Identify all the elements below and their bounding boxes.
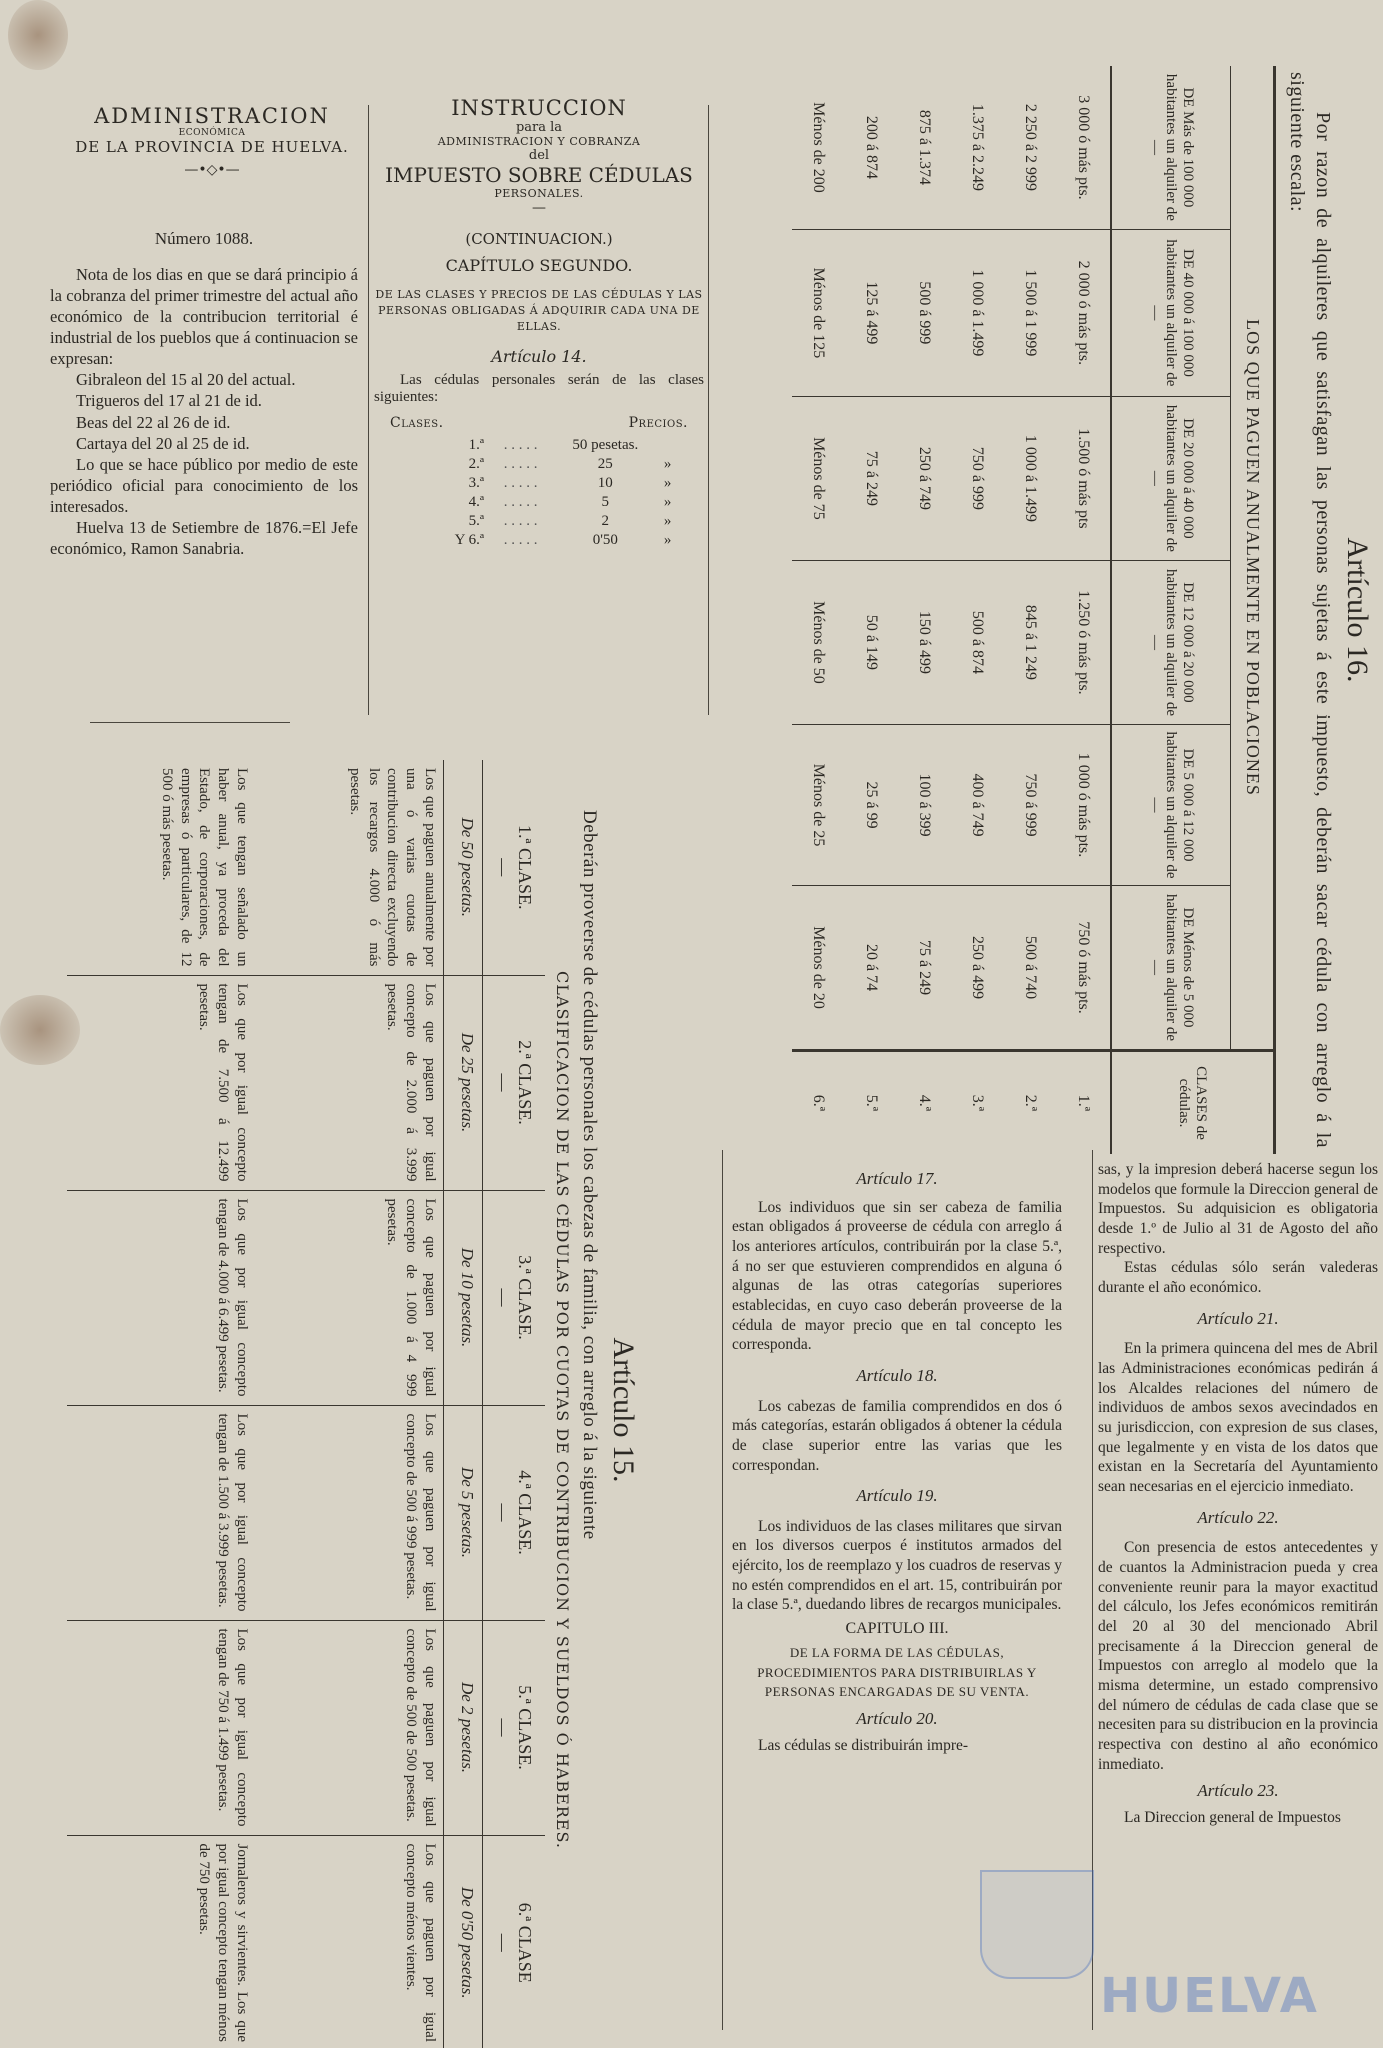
col-clases: Clases. [390, 414, 444, 431]
group-header: LOS QUE PAGUEN ANUALMENTE EN POBLACIONES [1231, 66, 1274, 1051]
instruccion-personales: PERSONALES. [494, 187, 584, 200]
clase-cell: 5.ª [845, 1051, 898, 1155]
art16-section [740, 60, 1380, 1160]
header-clases: CLASES de cédulas. [1111, 1051, 1273, 1155]
rent-cell: Ménos de 20 [792, 886, 845, 1051]
rent-cell: 2 250 á 2 999 [1022, 103, 1040, 191]
clase-price: De 50 pesetas. [444, 760, 483, 975]
price-value: 25 [597, 455, 613, 472]
rent-cell: 500 á 874 [951, 560, 1004, 724]
price-mark: » [663, 512, 672, 529]
price-clase: 1.ª [468, 436, 484, 453]
clase-cell: 4.ª [898, 1051, 951, 1155]
art18-text: Los cabezas de familia comprendidos en dos ó más categorías, estarán obligados á obtener la cédula de clase superior entre las varias que les correspondan. [732, 1397, 1062, 1474]
rent-cell: 3 000 ó más pts. [1075, 95, 1093, 200]
instruccion-continuacion: (CONTINUACION.) [465, 230, 613, 248]
art22-text: Con presencia de estos antecedentes y de cuantos la Administracion pueda y crea conveniente reunir para la mayor exactitud del cálculo, los Jefes económicos remitirán del 20 al 30 del mencionado Abril precisamente á la Direccion general de Impuestos con arreglo al modelo que la misma determine, un estado comprensivo del número de cédulas de cada clase que se necesiten para su distribucion en la provincia respectiva con destino al año económico inmediato. [1098, 1539, 1378, 1773]
clase-price: De 5 pesetas. [444, 1405, 483, 1620]
price-dots: . . . . . [503, 493, 538, 510]
notice-number: Número 1088. [154, 229, 254, 248]
town-item: Trigueros del 17 al 21 de id. [76, 391, 262, 411]
library-seal [980, 1870, 1094, 1979]
classification-cell: Los que paguen por igual concepto de 500 de 500 pesetas. [255, 1620, 444, 1835]
classification-cell: Los que paguen por igual concepto de 500 á 999 pesetas. [255, 1405, 444, 1620]
art15-title: Artículo 15. [607, 1337, 640, 1483]
classification-cell: Jornaleros y sirvientes. Los que por igual concepto tengan ménos de 750 pesetas. [67, 1835, 255, 2048]
rent-cell: Ménos de 200 [810, 102, 828, 193]
table-row [845, 66, 898, 1154]
price-row [404, 512, 674, 531]
classification-cell: Los que tengan señalado un haber anual, ya proceda del Estado, de corporaciones, de empresas ó particulares, de 12 500 ó más pesetas. [159, 768, 250, 967]
rent-cell: 2 000 ó más pts. [1057, 229, 1111, 396]
rent-cell: 250 á 749 [898, 396, 951, 560]
right-column-1 [732, 1168, 1062, 1755]
notice-text: Lo que se hace público por medio de este periódico oficial para conocimiento de los interesados. [50, 454, 358, 516]
cap3-title: DE LA FORMA DE LAS CÉDULAS, PROCEDIMIENTOS PARA DISTRIBUIRLAS Y PERSONAS ENCARGADAS DE SU VENTA. [757, 1645, 1037, 1700]
clases-title: DE LAS CLASES Y PRECIOS DE LAS CÉDULAS Y LAS PERSONAS OBLIGADAS Á ADQUIRIR CADA UNA DE ELLAS. [375, 288, 703, 333]
classification-cell: Los que paguen anualmente por una ó varias cuotas de contribucion directa excluyendo los recargos 4.000 ó más pesetas. [347, 768, 438, 967]
clase-header: 1.ª CLASE. — [483, 760, 546, 975]
instruccion-del: del [528, 148, 550, 163]
paper-stain [8, 0, 68, 70]
clase-price: De 10 pesetas. [444, 1190, 483, 1405]
rent-cell: 1 500 á 1 999 [1004, 229, 1057, 396]
price-row [404, 493, 674, 512]
price-clase: 5.ª [468, 512, 484, 529]
table-row [67, 760, 255, 2048]
art17-text: Los individuos que sin ser cabeza de familia estan obligados á proveerse de cédula con arreglo á los anteriores artículos, contribuirán por la clase 5.ª, á no ser que estuvieren comprendidos en alguna ó algunas de las otras categorías superiores establecidas, en cuyo caso deberán proveerse de la cédula de mayor precio que en tal concepto les corresponda. [732, 1198, 1062, 1354]
rent-cell: Ménos de 75 [792, 396, 845, 560]
clase-header: 2.ª CLASE. — [483, 975, 546, 1190]
rent-cell: 200 á 874 [863, 115, 881, 179]
rent-cell: 50 á 149 [845, 560, 898, 724]
rent-cell: 750 á 999 [1004, 724, 1057, 885]
price-value: 5 [601, 493, 610, 510]
clase-cell: 2.ª [1004, 1051, 1057, 1155]
column-header: DE 20 000 á 40 000 habitantes un alquiler de — [1111, 396, 1231, 560]
column-header: DE 12 000 á 20 000 habitantes un alquiler de — [1111, 560, 1231, 724]
admin-header [62, 104, 362, 178]
prices-table [389, 414, 689, 432]
classification-cell: Los que por igual concepto tengan de 1.500 á 3.999 pesetas. [67, 1405, 255, 1620]
classification-cell: Los que por igual concepto tengan de 7.500 á 12.499 pesetas. [67, 975, 255, 1190]
rent-cell: 750 ó más pts. [1057, 886, 1111, 1051]
rent-cell: 75 á 249 [898, 886, 951, 1051]
col-precios: Precios. [628, 414, 688, 431]
instruccion-title: INSTRUCCION [451, 96, 627, 120]
clase-price: De 25 pesetas. [444, 975, 483, 1190]
art19-text: Los individuos de las clases militares que sirvan en los diversos cuerpos é institutos armados del ejército, los de reemplazo y los cuadros de reservas y no estén comprendidos en el art. 15, contribuirán por la clase 5.ª, duedando libres de recargos municipales. [732, 1517, 1062, 1614]
price-dots: . . . . . [503, 512, 538, 529]
clase-cell: 3.ª [951, 1051, 1004, 1155]
price-value: 0'50 [592, 531, 618, 548]
town-item: Cartaya del 20 al 25 de id. [76, 433, 250, 453]
art21-text: En la primera quincena del mes de Abril las Administraciones económicas pedirán á los Alcaldes relaciones del número de individuos de ambos sexos avecindados en su jurisdiccion, con expresion de sus clases, que legalmente y en vista de los datos que existan en la Secretaría del Ayuntamiento sean necesarias en el ejercicio inmediato. [1098, 1340, 1378, 1495]
rent-cell: 750 á 999 [951, 396, 1004, 560]
rent-cell: 125 á 499 [845, 229, 898, 396]
column-header: DE Ménos de 5 000 habitantes un alquiler de — [1111, 886, 1231, 1051]
instruccion-impuesto: IMPUESTO SOBRE CÉDULAS [385, 163, 693, 187]
art16-title: Artículo 16. [1341, 537, 1374, 683]
instruccion-dash: — [532, 200, 546, 216]
classification-cell: Los que por igual concepto tengan de 750 á 1.499 pesetas. [67, 1620, 255, 1835]
admin-province: DE LA PROVINCIA DE HUELVA. [75, 138, 349, 156]
price-mark [661, 436, 674, 455]
column-header: DE 40 000 á 100 000 habitantes un alquiler de — [1111, 229, 1231, 396]
clase-header: 5.ª CLASE. — [483, 1620, 546, 1835]
price-mark: » [663, 455, 672, 472]
rent-cell: 25 á 99 [845, 724, 898, 885]
rent-cell: 20 á 74 [845, 886, 898, 1051]
clase-cell: 1.ª [1057, 1051, 1111, 1155]
rent-cell: 400 á 749 [951, 724, 1004, 885]
art16-rotated [740, 60, 1380, 1160]
price-row [404, 455, 674, 474]
art14-text: Las cédulas personales serán de las clases siguientes: [374, 371, 704, 405]
art14-title: Artículo 14. [491, 346, 587, 366]
rent-cell: 875 á 1.374 [916, 109, 934, 185]
art21-title: Artículo 21. [1197, 1308, 1279, 1328]
instruccion-admin: ADMINISTRACION Y COBRANZA [437, 135, 641, 148]
price-row [404, 531, 674, 550]
table-row [255, 760, 444, 2048]
column-header: DE Más de 100 000 habitantes un alquiler de — [1111, 66, 1231, 229]
price-clase: 4.ª [468, 493, 484, 510]
art15-subtitle: CLASIFICACION DE LAS CÉDULAS POR CUOTAS DE CONTRIBUCION Y SUELDOS Ó HABERES. [553, 971, 572, 1849]
instruccion-capitulo: CAPÍTULO SEGUNDO. [445, 256, 633, 275]
clase-price: De 2 pesetas. [444, 1620, 483, 1835]
instruccion-header [374, 96, 704, 550]
clase-cell: 6.ª [792, 1051, 845, 1155]
art23-text: La Direccion general de Impuestos [1124, 1808, 1341, 1826]
clase-header: 4.ª CLASE. — [483, 1405, 546, 1620]
notice-signature: Huelva 13 de Setiembre de 1876.=El Jefe económico, Ramon Sanabria. [50, 518, 358, 559]
price-mark: » [663, 493, 672, 510]
art22-title: Artículo 22. [1197, 1507, 1279, 1527]
clase-header: 6.ª CLASE — [483, 1835, 546, 2048]
price-clase: 2.ª [468, 455, 484, 472]
classification-cell: Los que paguen por igual concepto de 1.000 á 4 999 pesetas. [255, 1190, 444, 1405]
price-row [404, 436, 674, 455]
price-clase: 3.ª [468, 474, 484, 491]
right-column-2 [1098, 1160, 1378, 1828]
admin-notice [50, 228, 358, 559]
rent-cell: 845 á 1 249 [1004, 560, 1057, 724]
art20-text: Las cédulas se distribuirán impre- [758, 1736, 969, 1754]
section-rule [90, 722, 290, 723]
rent-cell: 1 000 á 1.499 [1004, 396, 1057, 560]
art15-section [70, 760, 640, 2048]
admin-title: ADMINISTRACION [94, 104, 330, 128]
table-row [792, 66, 845, 1154]
classification-cell: Los que paguen por igual concepto ménos vientes. [255, 1835, 444, 2048]
classification-cell: Los que paguen por igual concepto de 2.000 á 3.999 pesetas. [255, 975, 444, 1190]
price-dots: . . . . . [503, 436, 538, 453]
instruccion-para: para la [515, 120, 563, 135]
column-rule [368, 105, 369, 715]
table-row [898, 66, 951, 1154]
price-dots: . . . . . [503, 531, 538, 548]
rent-cell: 500 á 740 [1004, 886, 1057, 1051]
price-mark: » [663, 531, 672, 548]
art23-title: Artículo 23. [1197, 1781, 1279, 1801]
price-value: 50 pesetas. [572, 436, 639, 453]
rent-cell: 1 000 ó más pts. [1057, 724, 1111, 885]
column-header: DE 5 000 á 12 000 habitantes un alquiler de — [1111, 724, 1231, 885]
rent-cell: 150 á 499 [898, 560, 951, 724]
price-mark: » [663, 474, 672, 491]
price-value: 10 [597, 474, 613, 491]
rent-cell: Ménos de 50 [792, 560, 845, 724]
price-dots: . . . . . [503, 474, 538, 491]
rent-cell: 500 á 999 [898, 229, 951, 396]
town-item: Beas del 22 al 26 de id. [76, 412, 231, 432]
art19-title: Artículo 19. [856, 1486, 938, 1506]
rent-cell: 100 á 399 [898, 724, 951, 885]
cap3: CAPITULO III. [845, 1620, 949, 1638]
art16-intro: Por razon de alquileres que satisfagan las personas sujetas á este impuesto, deberán sacar cédula con arreglo á la siguiente escala: [1286, 72, 1334, 1148]
rent-cell: 1.500 ó más pts [1057, 396, 1111, 560]
admin-subtitle: ECONÓMICA [178, 128, 246, 138]
town-item: Gibraleon del 15 al 20 del actual. [76, 370, 296, 390]
price-value: 2 [601, 512, 610, 529]
art15-intro: Deberán proveerse de cédulas personales los cabezas de familia, con arreglo á la siguiente [579, 810, 600, 1540]
rent-cell: Ménos de 125 [792, 229, 845, 396]
notice-body: Nota de los dias en que se dará principio á la cobranza del primer trimestre del actual año económico de la contribucion territorial é industrial de los pueblos que á continuacion se expresan: [50, 264, 358, 369]
column-rule [708, 105, 709, 715]
column-rule [722, 1150, 723, 2030]
clase-header: 3.ª CLASE. — [483, 1190, 546, 1405]
clase-price: De 0'50 pesetas. [444, 1835, 483, 2048]
art18-title: Artículo 18. [856, 1365, 938, 1385]
table-row [951, 66, 1004, 1154]
art20-continued: sas, y la impresion deberá hacerse segun los modelos que formule la Direccion general de Impuestos. Su adquisicion es obligatoria desde 1.º de Julio al 31 de Agosto del año respectivo. [1098, 1161, 1378, 1257]
table-row [1004, 66, 1057, 1154]
ornament: —•◇•— [184, 162, 240, 178]
art20-b: Estas cédulas sólo serán valederas durante el año económico. [1098, 1259, 1378, 1297]
rent-cell: 1 000 á 1.499 [951, 229, 1004, 396]
price-clase: Y 6.ª [454, 531, 484, 548]
prices-list [404, 436, 674, 550]
rent-cell: Ménos de 25 [792, 724, 845, 885]
classification-table [67, 760, 545, 2048]
rent-cell: 75 á 249 [845, 396, 898, 560]
art20-title: Artículo 20. [856, 1708, 938, 1728]
price-dots: . . . . . [503, 455, 538, 472]
rent-cell: 1.375 á 2.249 [969, 103, 987, 191]
art17-title: Artículo 17. [856, 1169, 938, 1188]
art15-rotated [70, 760, 640, 2048]
table-row [1057, 66, 1111, 1154]
rent-cell: 1.250 ó más pts. [1057, 560, 1111, 724]
rent-cell: 250 á 499 [951, 886, 1004, 1051]
rent-table [792, 66, 1273, 1154]
price-row [404, 474, 674, 493]
classification-cell: Los que por igual concepto tengan de 4.000 á 6.499 pesetas. [67, 1190, 255, 1405]
watermark-text: HUELVA [1100, 1968, 1319, 2024]
